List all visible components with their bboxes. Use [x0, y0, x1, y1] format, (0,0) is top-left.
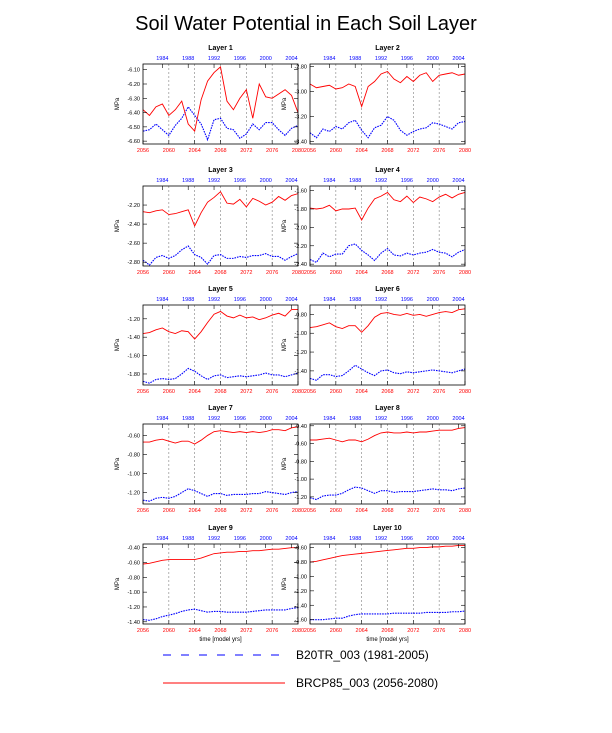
bottom-tick-label: 2056	[303, 508, 317, 514]
y-tick-label: -6.50	[127, 124, 140, 131]
y-tick-label: -1.40	[294, 368, 307, 375]
top-tick-label: 2000	[426, 416, 439, 422]
bottom-tick-label: 2056	[136, 628, 150, 634]
y-tick-label: -6.60	[127, 139, 140, 146]
y-tick-label: -0.80	[294, 312, 307, 319]
figure-title: Soil Water Potential in Each Soil Layer	[135, 13, 477, 35]
top-tick-label: 1992	[207, 536, 221, 542]
y-tick-label: -0.60	[127, 433, 140, 440]
y-tick-label: -1.20	[127, 490, 140, 497]
bottom-tick-label: 2068	[381, 389, 394, 395]
panel-title: Layer 3	[208, 167, 233, 174]
top-tick-label: 1992	[374, 416, 388, 422]
y-tick-label: -2.40	[294, 262, 307, 269]
top-tick-label: 2004	[452, 416, 465, 422]
bottom-tick-label: 2056	[136, 148, 150, 154]
panel-title: Layer 4	[375, 167, 400, 174]
y-tick-label: -0.40	[127, 545, 140, 552]
bottom-tick-label: 2060	[329, 148, 342, 154]
top-tick-label: 1984	[323, 297, 336, 303]
bottom-tick-label: 2064	[355, 628, 368, 634]
bottom-tick-label: 2064	[188, 508, 201, 514]
top-tick-label: 1984	[323, 178, 336, 184]
top-tick-label: 2004	[285, 297, 298, 303]
bottom-tick-label: 2080	[291, 628, 305, 634]
y-tick-label: -1.00	[127, 590, 140, 597]
panel-title: Layer 6	[375, 286, 400, 293]
panel-title: Layer 9	[208, 525, 233, 532]
top-tick-label: 1988	[182, 297, 195, 303]
top-tick-label: 1984	[156, 536, 169, 542]
y-tick-label: -1.40	[127, 335, 140, 342]
bottom-tick-label: 2064	[188, 389, 201, 395]
top-tick-label: 1992	[207, 297, 221, 303]
panel-layer-1	[115, 45, 304, 154]
top-tick-label: 1988	[349, 178, 362, 184]
bottom-tick-label: 2072	[407, 628, 420, 634]
bottom-tick-label: 2080	[291, 508, 305, 514]
top-tick-label: 1996	[400, 416, 413, 422]
y-axis-label: MPa	[282, 577, 288, 591]
top-tick-label: 1992	[207, 178, 221, 184]
y-tick-label: -3.40	[294, 139, 307, 146]
bottom-tick-label: 2060	[329, 270, 342, 276]
bottom-tick-label: 2056	[303, 389, 317, 395]
bottom-tick-label: 2060	[162, 148, 175, 154]
top-tick-label: 2000	[259, 56, 272, 62]
bottom-tick-label: 2068	[381, 628, 394, 634]
y-tick-label: -0.40	[294, 423, 307, 430]
y-tick-label: -0.60	[294, 545, 307, 552]
top-tick-label: 1992	[374, 536, 388, 542]
panel-layer-5	[115, 286, 304, 395]
bottom-tick-label: 2056	[303, 628, 317, 634]
bottom-tick-label: 2068	[381, 508, 394, 514]
bottom-tick-label: 2064	[188, 148, 201, 154]
y-tick-label: -0.60	[294, 441, 307, 448]
top-tick-label: 1992	[374, 297, 388, 303]
top-tick-label: 1996	[400, 536, 413, 542]
top-tick-label: 2000	[426, 536, 439, 542]
top-tick-label: 1988	[182, 416, 195, 422]
y-tick-label: -6.20	[127, 82, 140, 88]
y-tick-label: -1.60	[294, 188, 307, 195]
series-line-b20tr	[143, 489, 298, 501]
y-axis-label: MPa	[115, 457, 121, 471]
panel-title: Layer 8	[375, 405, 400, 412]
bottom-tick-label: 2080	[458, 389, 472, 395]
bottom-tick-label: 2080	[291, 389, 305, 395]
top-tick-label: 2004	[452, 178, 465, 184]
bottom-tick-label: 2068	[381, 270, 394, 276]
y-tick-label: -1.00	[294, 331, 307, 338]
top-tick-label: 1988	[349, 297, 362, 303]
y-tick-label: -1.80	[127, 371, 140, 378]
bottom-tick-label: 2072	[240, 148, 253, 154]
bottom-tick-label: 2076	[266, 270, 279, 276]
bottom-tick-label: 2064	[355, 148, 368, 154]
bottom-tick-label: 2080	[458, 148, 472, 154]
bottom-tick-label: 2060	[329, 628, 342, 634]
y-tick-label: -1.60	[127, 353, 140, 360]
top-tick-label: 1996	[233, 416, 246, 422]
y-tick-label: -0.80	[127, 452, 140, 459]
y-tick-label: -1.20	[127, 316, 140, 323]
y-axis-label: MPa	[115, 219, 121, 233]
bottom-tick-label: 2060	[329, 389, 342, 395]
top-tick-label: 1984	[156, 297, 169, 303]
bottom-tick-label: 2068	[214, 508, 227, 514]
bottom-tick-label: 2072	[240, 628, 253, 634]
bottom-tick-label: 2080	[458, 508, 472, 514]
top-tick-label: 1988	[182, 178, 195, 184]
panel-title: Layer 7	[208, 405, 233, 412]
y-axis-label: MPa	[115, 97, 121, 111]
top-tick-label: 1988	[182, 536, 195, 542]
panel-layer-10	[282, 525, 471, 643]
series-line-brcp85	[143, 192, 298, 226]
top-tick-label: 2000	[259, 297, 272, 303]
y-tick-label: -2.80	[294, 64, 307, 71]
y-tick-label: -6.30	[127, 96, 140, 103]
bottom-tick-label: 2056	[136, 270, 150, 276]
y-tick-label: -0.80	[294, 459, 307, 466]
y-tick-label: -1.80	[294, 206, 307, 213]
bottom-tick-label: 2068	[214, 148, 227, 154]
bottom-tick-label: 2060	[162, 389, 175, 395]
top-tick-label: 1984	[156, 178, 169, 184]
panel-layer-3	[115, 167, 304, 276]
top-tick-label: 2000	[426, 297, 439, 303]
bottom-tick-label: 2076	[433, 628, 446, 634]
panel-grid	[115, 45, 471, 643]
y-tick-label: -6.10	[127, 67, 140, 74]
y-tick-label: -1.00	[127, 471, 140, 478]
top-tick-label: 1996	[233, 56, 246, 62]
legend-label-brcp85: BRCP85_003 (2056-2080)	[296, 676, 439, 690]
bottom-tick-label: 2072	[240, 270, 253, 276]
top-tick-label: 2004	[285, 416, 298, 422]
x-axis-label: time [model yrs]	[366, 637, 409, 643]
legend	[163, 648, 438, 690]
panel-layer-2	[282, 45, 471, 154]
top-tick-label: 2000	[259, 536, 272, 542]
y-tick-label: -2.20	[127, 203, 140, 210]
y-axis-label: MPa	[115, 338, 121, 352]
bottom-tick-label: 2064	[355, 270, 368, 276]
top-tick-label: 1988	[182, 56, 195, 62]
bottom-tick-label: 2076	[266, 389, 279, 395]
top-tick-label: 1996	[233, 178, 246, 184]
bottom-tick-label: 2076	[433, 270, 446, 276]
bottom-tick-label: 2056	[303, 270, 317, 276]
bottom-tick-label: 2060	[162, 628, 175, 634]
top-tick-label: 1992	[374, 178, 388, 184]
y-tick-label: -1.00	[294, 477, 307, 484]
bottom-tick-label: 2060	[162, 270, 175, 276]
bottom-tick-label: 2080	[458, 270, 472, 276]
bottom-tick-label: 2080	[291, 148, 305, 154]
bottom-tick-label: 2064	[355, 389, 368, 395]
top-tick-label: 2004	[452, 536, 465, 542]
panel-title: Layer 1	[208, 45, 233, 52]
y-axis-label: MPa	[115, 577, 121, 591]
top-tick-label: 1984	[323, 536, 336, 542]
y-tick-label: -1.00	[294, 574, 307, 581]
y-tick-label: -0.80	[294, 560, 307, 567]
panel-layer-7	[115, 405, 304, 514]
top-tick-label: 1996	[233, 297, 246, 303]
y-axis-label: MPa	[282, 97, 288, 111]
panel-layer-8	[282, 405, 471, 514]
x-axis-label: time [model yrs]	[199, 637, 242, 643]
bottom-tick-label: 2068	[214, 628, 227, 634]
top-tick-label: 2004	[452, 297, 465, 303]
y-tick-label: -1.20	[294, 494, 307, 501]
top-tick-label: 2000	[259, 416, 272, 422]
bottom-tick-label: 2072	[407, 148, 420, 154]
y-tick-label: -1.20	[294, 350, 307, 357]
bottom-tick-label: 2064	[188, 628, 201, 634]
panel-layer-9	[115, 525, 304, 643]
y-tick-label: -1.60	[294, 617, 307, 624]
bottom-tick-label: 2056	[303, 148, 317, 154]
y-tick-label: -1.20	[294, 588, 307, 595]
top-tick-label: 2004	[285, 178, 298, 184]
y-tick-label: -2.40	[127, 222, 140, 229]
y-tick-label: -1.40	[127, 619, 140, 626]
bottom-tick-label: 2056	[136, 508, 150, 514]
series-line-b20tr	[310, 117, 465, 138]
top-tick-label: 2000	[426, 178, 439, 184]
bottom-tick-label: 2076	[433, 148, 446, 154]
y-tick-label: -1.20	[127, 604, 140, 611]
top-tick-label: 1988	[349, 416, 362, 422]
y-tick-label: -2.80	[127, 260, 140, 267]
y-tick-label: -0.60	[127, 560, 140, 567]
y-axis-label: MPa	[282, 219, 288, 233]
bottom-tick-label: 2060	[329, 508, 342, 514]
bottom-tick-label: 2076	[433, 389, 446, 395]
bottom-tick-label: 2076	[433, 508, 446, 514]
top-tick-label: 2004	[285, 56, 298, 62]
y-tick-label: -1.40	[294, 603, 307, 610]
top-tick-label: 1996	[233, 536, 246, 542]
panel-layer-4	[282, 167, 471, 276]
y-tick-label: -2.20	[294, 243, 307, 250]
top-tick-label: 1992	[207, 416, 221, 422]
bottom-tick-label: 2068	[214, 389, 227, 395]
top-tick-label: 1988	[349, 56, 362, 62]
bottom-tick-label: 2068	[214, 270, 227, 276]
panel-title: Layer 2	[375, 45, 400, 52]
top-tick-label: 2004	[452, 56, 465, 62]
bottom-tick-label: 2072	[407, 270, 420, 276]
bottom-tick-label: 2064	[188, 270, 201, 276]
y-tick-label: -3.20	[294, 114, 307, 121]
bottom-tick-label: 2072	[407, 508, 420, 514]
bottom-tick-label: 2072	[240, 389, 253, 395]
y-tick-label: -3.00	[294, 89, 307, 96]
top-tick-label: 1984	[323, 416, 336, 422]
y-tick-label: -0.80	[127, 575, 140, 582]
series-line-brcp85	[310, 309, 465, 333]
bottom-tick-label: 2072	[240, 508, 253, 514]
bottom-tick-label: 2068	[381, 148, 394, 154]
top-tick-label: 2004	[285, 536, 298, 542]
panel-title: Layer 10	[373, 525, 402, 532]
series-line-b20tr	[143, 107, 298, 140]
bottom-tick-label: 2080	[291, 270, 305, 276]
bottom-tick-label: 2076	[266, 508, 279, 514]
y-tick-label: -2.00	[294, 225, 307, 232]
top-tick-label: 1992	[374, 56, 388, 62]
bottom-tick-label: 2076	[266, 628, 279, 634]
top-tick-label: 1996	[400, 178, 413, 184]
bottom-tick-label: 2064	[355, 508, 368, 514]
panel-title: Layer 5	[208, 286, 233, 293]
bottom-tick-label: 2080	[458, 628, 472, 634]
bottom-tick-label: 2072	[407, 389, 420, 395]
bottom-tick-label: 2056	[136, 389, 150, 395]
y-axis-label: MPa	[282, 338, 288, 352]
top-tick-label: 1984	[323, 56, 336, 62]
top-tick-label: 1996	[400, 297, 413, 303]
top-tick-label: 1988	[349, 536, 362, 542]
top-tick-label: 1996	[400, 56, 413, 62]
top-tick-label: 1984	[156, 56, 169, 62]
legend-label-b20tr: B20TR_003 (1981-2005)	[296, 648, 429, 662]
y-tick-label: -6.40	[127, 110, 140, 117]
top-tick-label: 2000	[259, 178, 272, 184]
y-axis-label: MPa	[282, 457, 288, 471]
panel-layer-6	[282, 286, 471, 395]
top-tick-label: 2000	[426, 56, 439, 62]
bottom-tick-label: 2076	[266, 148, 279, 154]
top-tick-label: 1984	[156, 416, 169, 422]
top-tick-label: 1992	[207, 56, 221, 62]
bottom-tick-label: 2060	[162, 508, 175, 514]
y-tick-label: -2.60	[127, 241, 140, 248]
